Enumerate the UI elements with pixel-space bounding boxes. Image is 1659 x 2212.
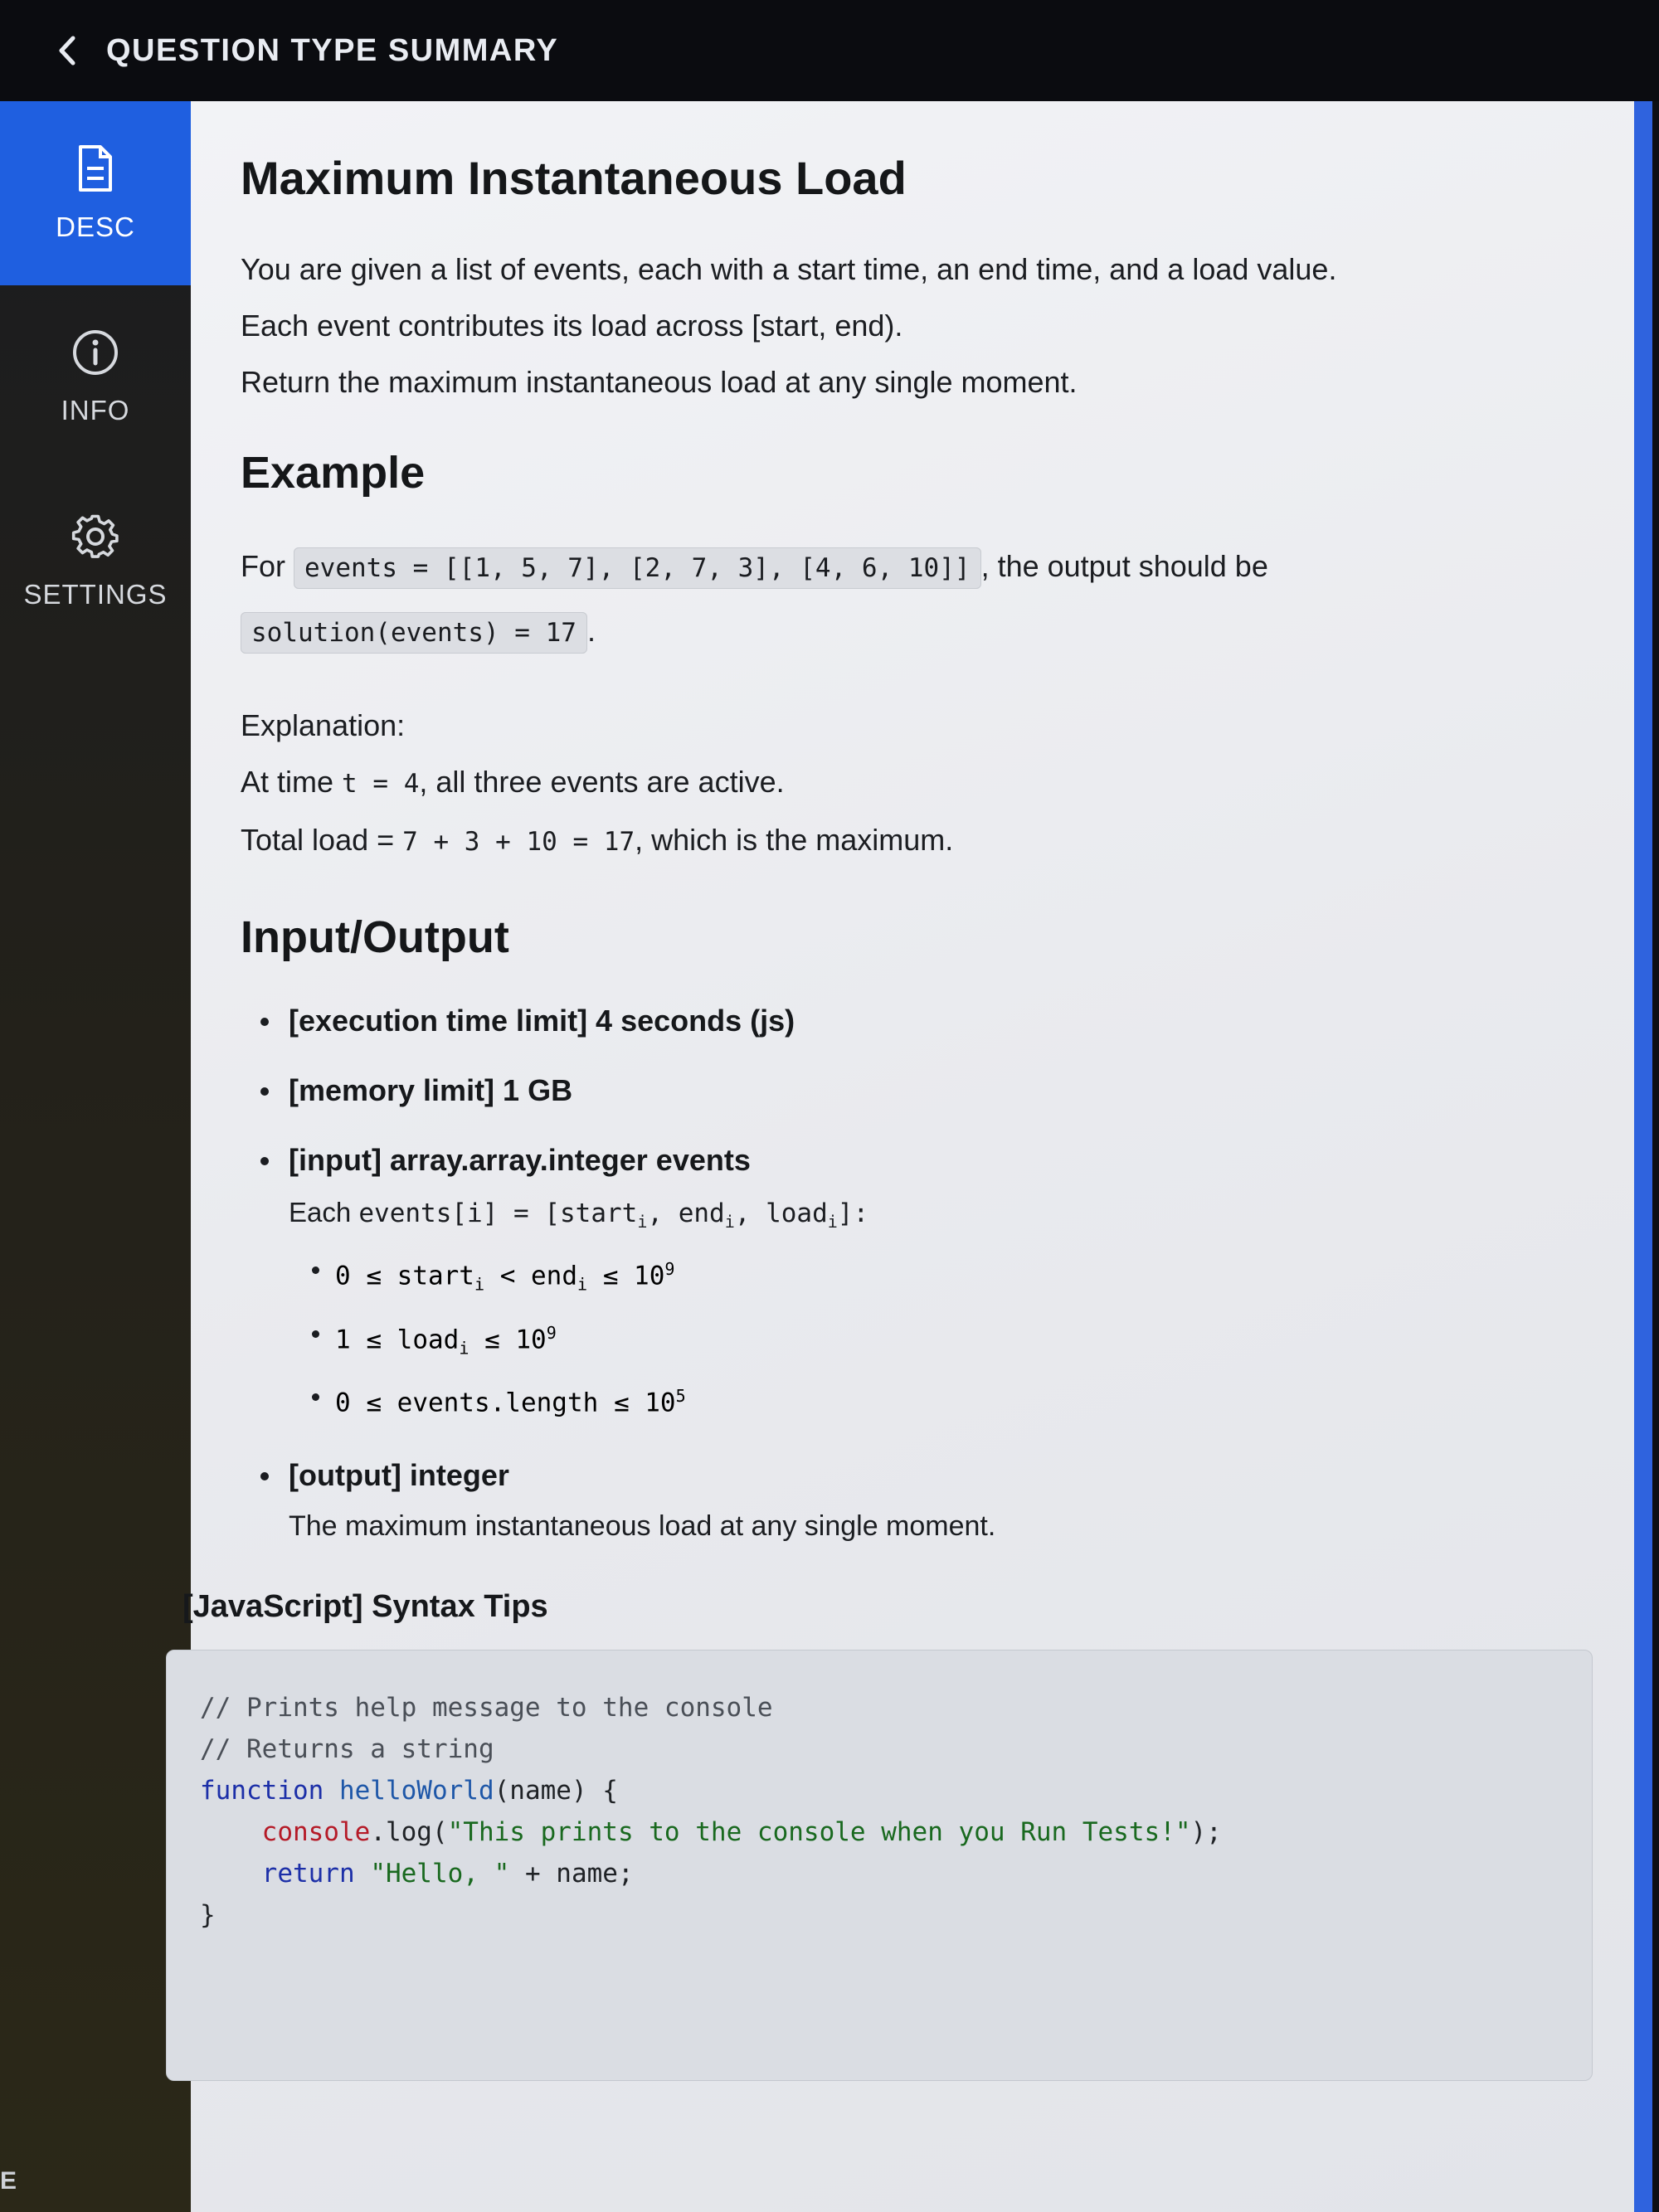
memory-limit: [memory limit] 1 GB	[289, 1073, 573, 1107]
sidebar-item-label: INFO	[61, 395, 130, 425]
explanation-text: , all three events are active.	[419, 765, 785, 799]
superscript: 5	[675, 1386, 686, 1407]
code-line: console.log("This prints to the console when you Run Tests!");	[261, 1816, 1222, 1847]
example-heading: Example	[241, 448, 426, 498]
input-desc-code-part: , end	[647, 1198, 725, 1228]
io-list	[241, 999, 1601, 1543]
example-output-text: , the output should be	[980, 549, 1268, 583]
code-line: }	[200, 1899, 216, 1930]
input-desc-code	[358, 1198, 869, 1232]
explanation-code: 7 + 3 + 10 = 17	[402, 827, 635, 857]
input-desc-code-part: , load	[734, 1198, 828, 1228]
example-solution-line	[241, 600, 1601, 664]
example-input-line	[241, 535, 1601, 600]
explanation	[241, 698, 1601, 870]
explanation-line	[241, 754, 1601, 812]
syntax-tips-heading: [JavaScript] Syntax Tips	[182, 1588, 548, 1624]
info-icon	[71, 328, 119, 377]
example-solution-code: solution(events) = 17	[241, 612, 587, 654]
constraints-list	[305, 1245, 1601, 1427]
input-desc-code-part: ]:	[837, 1198, 869, 1228]
sidebar	[0, 101, 191, 2212]
example-period: .	[586, 614, 596, 648]
output-description: The maximum instantaneous load at any single moment.	[289, 1510, 996, 1542]
sidebar-item-settings[interactable]	[0, 469, 191, 654]
explanation-text: Total load =	[241, 823, 395, 857]
input-desc-text: Each	[289, 1197, 352, 1228]
list-item	[241, 1454, 1601, 1543]
chevron-left-icon[interactable]	[50, 34, 83, 67]
constraint-text: 0 ≤ events.length ≤ 10	[335, 1388, 676, 1418]
constraint-text: < end	[484, 1261, 578, 1291]
constraint-text: 0 ≤ start	[335, 1261, 474, 1291]
superscript: 9	[664, 1259, 675, 1280]
code-line: // Returns a string	[200, 1733, 494, 1764]
constraint-item	[305, 1309, 1601, 1373]
explanation-line	[241, 812, 1601, 870]
subscript: i	[474, 1274, 485, 1295]
constraint-item	[305, 1372, 1601, 1427]
code-line: function helloWorld(name) {	[200, 1775, 618, 1806]
input-label: [input] array.array.integer events	[289, 1143, 751, 1177]
example-events-code: events = [[1, 5, 7], [2, 7, 3], [4, 6, 10]]	[294, 547, 981, 589]
subscript: i	[577, 1274, 588, 1295]
input-description	[289, 1197, 1601, 1232]
subscript: i	[459, 1338, 469, 1359]
description-line: Return the maximum instantaneous load at any single moment.	[241, 365, 1078, 399]
syntax-tips-code	[166, 1650, 1593, 2081]
time-limit: [execution time limit] 4 seconds (js)	[289, 1004, 795, 1038]
sidebar-item-label: SETTINGS	[23, 579, 168, 610]
list-item	[241, 999, 1601, 1043]
subscript: i	[724, 1212, 735, 1232]
sidebar-item-label: DESC	[56, 211, 135, 242]
subscript: i	[827, 1212, 838, 1232]
explanation-text: At time	[241, 765, 334, 799]
gear-icon	[71, 513, 119, 561]
problem-content	[182, 151, 1601, 2081]
explanation-label: Explanation:	[241, 708, 406, 742]
subscript: i	[637, 1212, 648, 1232]
document-icon	[75, 143, 115, 193]
constraint-text: 1 ≤ load	[335, 1325, 460, 1355]
edge-letter: E	[0, 2167, 17, 2195]
output-label: [output] integer	[289, 1457, 509, 1492]
list-item	[241, 1139, 1601, 1427]
page-header-title: QUESTION TYPE SUMMARY	[106, 32, 559, 68]
sidebar-item-desc[interactable]	[0, 101, 191, 285]
problem-title: Maximum Instantaneous Load	[241, 152, 907, 204]
input-desc-code-part: events[i] = [start	[358, 1198, 638, 1228]
description-line: Each event contributes its load across [start, end).	[241, 309, 903, 343]
example-for-text: For	[241, 549, 285, 583]
list-item	[241, 1069, 1601, 1112]
io-heading: Input/Output	[241, 912, 509, 962]
code-line: // Prints help message to the console	[200, 1692, 773, 1723]
top-bar	[0, 0, 1659, 101]
description-line: You are given a list of events, each with a start time, an end time, and a load value.	[241, 252, 1337, 286]
sidebar-item-info[interactable]	[0, 285, 191, 469]
superscript: 9	[546, 1322, 557, 1343]
constraint-item	[305, 1245, 1601, 1309]
problem-panel	[182, 101, 1652, 2212]
code-line: return "Hello, " + name;	[261, 1858, 634, 1889]
explanation-text: , which is the maximum.	[635, 823, 954, 857]
constraint-text: ≤ 10	[469, 1325, 547, 1355]
explanation-code: t = 4	[342, 769, 420, 799]
constraint-text: ≤ 10	[587, 1261, 665, 1291]
